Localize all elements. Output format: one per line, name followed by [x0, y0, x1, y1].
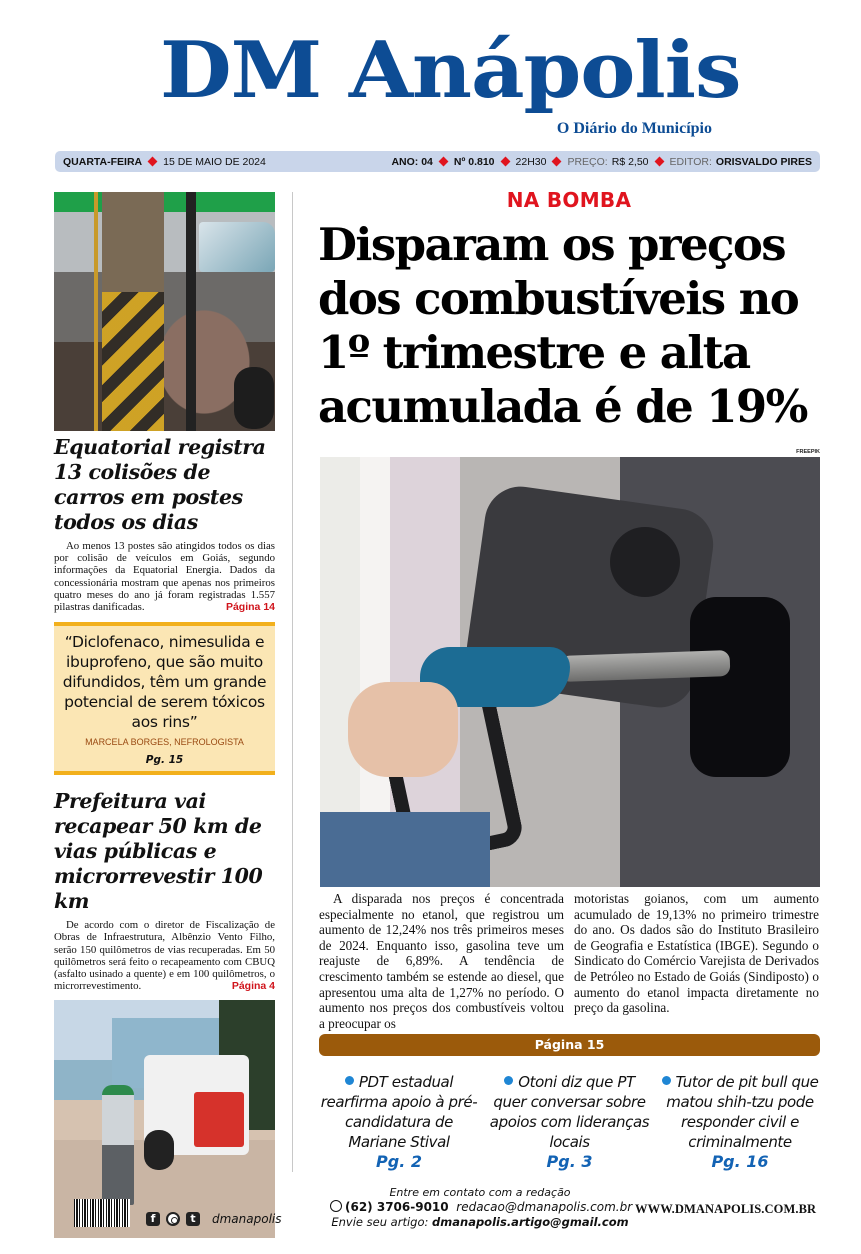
teasers-row: [319, 1072, 820, 1172]
newspaper-logo[interactable]: DM Anápolis: [160, 25, 741, 116]
fuel-inlet-shape: [690, 597, 790, 777]
diamond-separator-icon: [552, 157, 562, 167]
issue-number: Nº 0.810: [453, 155, 495, 168]
price-label: PREÇO:: [567, 155, 608, 168]
wheel-shape: [234, 367, 274, 429]
jeans-shape: [320, 812, 490, 887]
left-column: [54, 192, 275, 1238]
teaser-item[interactable]: Tutor de pit bull que matou shih-tzu pode responder civil e criminalmente Pg. 16: [660, 1072, 820, 1172]
edition-time: 22H30: [515, 155, 547, 168]
phone-number[interactable]: (62) 3706-9010: [345, 1200, 449, 1214]
worker-shape: [102, 1085, 134, 1205]
price-value: R$ 2,50: [611, 155, 649, 168]
facebook-icon[interactable]: f: [146, 1212, 160, 1226]
quote-page-ref[interactable]: Pg. 15: [145, 754, 184, 767]
quote-box: [54, 622, 275, 775]
windshield-shape: [199, 222, 275, 272]
newspaper-tagline: O Diário do Município: [556, 120, 712, 137]
instagram-icon[interactable]: [166, 1212, 180, 1226]
page-15-link-bar[interactable]: Página 15: [319, 1034, 820, 1056]
article-label: Envie seu artigo:: [331, 1215, 429, 1229]
diamond-separator-icon: [148, 157, 158, 167]
contact-info: [330, 1186, 633, 1230]
article-column-2: motoristas goianos, com um aumento acumulado de 19,13% no primeiro trimestre do ano. Os dados são do Instituto Brasileiro de Geografia e Estatística (IBGE). Segundo o Sindicato do Comércio Varejista de Derivados de Petróleo no Estado de Goiás (Sindiposto) o aumento do etanol impacta diretamente no preço da gasolina.: [574, 891, 819, 1016]
editor-label: EDITOR:: [669, 155, 712, 168]
main-article-body: [319, 891, 819, 1031]
whatsapp-icon: [330, 1200, 342, 1212]
contact-intro: Entre em contato com a redação: [389, 1186, 571, 1199]
teaser-item[interactable]: Otoni diz que PT quer conversar sobre apoios com lideranças locais Pg. 3: [489, 1073, 650, 1171]
social-links: [146, 1212, 282, 1226]
diamond-separator-icon: [500, 157, 510, 167]
edition-info-bar: [55, 151, 820, 172]
story-body-prefeitura: De acordo com o diretor de Fiscalização de Obras de Infraestrutura, Albênzio Vento Filho, serão 150 quilômetros de vias recuperadas. Em 50 quilômetros será feito o recapeamento com CBUQ (asfalto usinado a quente) e em 100 quilômetros, o microrrevestimento. Página 4: [54, 919, 275, 993]
social-handle[interactable]: dmanapolis: [212, 1212, 282, 1226]
twitter-icon[interactable]: t: [186, 1212, 200, 1226]
bobcat-rear-shape: [194, 1092, 244, 1147]
pole-stripes-shape: [102, 292, 164, 431]
barcode: [74, 1199, 130, 1227]
bullet-icon: [504, 1076, 513, 1085]
story-body-equatorial: Ao menos 13 postes são atingidos todos os dias por colisão de veículos em Goiás, segundo informações da Equatorial Energia. Dados da concessionária mostram que apenas nos primeiros quatro meses do ano já foram registradas 1.557 pilastras danificadas. Página 14: [54, 540, 275, 614]
fuel-cap-shape: [610, 527, 680, 597]
quote-text: “Diclofenaco, nimesulida e ibuprofeno, que são muito difundidos, têm um grande potencial de serem tóxicos aos rins”: [62, 633, 267, 732]
main-headline[interactable]: Disparam os preços dos combustíveis no 1º trimestre e alta acumulada é de 19%: [318, 218, 807, 433]
website-link[interactable]: WWW.DMANAPOLIS.COM.BR: [635, 1202, 817, 1216]
story-kicker: NA BOMBA: [506, 188, 632, 212]
newsroom-email[interactable]: redacao@dmanapolis.com.br: [456, 1200, 633, 1214]
quote-author: MARCELA BORGES, NEFROLOGISTA: [85, 737, 244, 748]
masthead: [160, 25, 741, 138]
hand-shape: [348, 682, 458, 777]
edition-details: [391, 156, 812, 168]
fuel-pump-photo[interactable]: [320, 457, 820, 887]
bullet-icon: [345, 1076, 354, 1085]
diamond-separator-icon: [438, 157, 448, 167]
story-headline-prefeitura[interactable]: Prefeitura vai recapear 50 km de vias públicas e microrrevestir 100 km: [54, 789, 263, 914]
article-email[interactable]: dmanapolis.artigo@gmail.com: [432, 1215, 629, 1229]
year-label: ANO: 04: [391, 155, 433, 168]
page-ref-link[interactable]: Página 4: [231, 980, 275, 993]
story-headline-equatorial[interactable]: Equatorial registra 13 colisões de carros em postes todos os dias: [54, 435, 266, 534]
column-divider: [292, 192, 293, 1172]
edition-date: [63, 156, 266, 168]
page-ref-link[interactable]: Página 14: [225, 601, 275, 614]
article-column-1: A disparada nos preços é concentrada especialmente no etanol, que registrou um aumento de 12,24% nos três primeiros meses de 2024. Enquanto isso, gasolina teve um reajuste de 6,89%. A tendência de crescimento também se estende ao diesel, que apresentou uma alta de 1,27% no período. O aumento nos preços dos combustíveis voltou a preocupar os: [319, 891, 564, 1031]
photo-credit: FREEPIK: [796, 449, 820, 455]
weekday: QUARTA-FEIRA: [63, 155, 143, 168]
bullet-icon: [662, 1076, 671, 1085]
editor-name: ORISVALDO PIRES: [715, 155, 812, 168]
teaser-page-ref[interactable]: Pg. 3: [546, 1152, 593, 1171]
teaser-page-ref[interactable]: Pg. 16: [711, 1152, 769, 1171]
teaser-page-ref[interactable]: Pg. 2: [376, 1152, 422, 1171]
diamond-separator-icon: [654, 157, 664, 167]
teaser-item[interactable]: PDT estadual rearfirma apoio à pré-candidatura de Mariane Stival Pg. 2: [320, 1073, 478, 1171]
wheel-shape: [144, 1130, 174, 1170]
date: 15 DE MAIO DE 2024: [163, 155, 266, 168]
crash-photo[interactable]: [54, 192, 275, 431]
